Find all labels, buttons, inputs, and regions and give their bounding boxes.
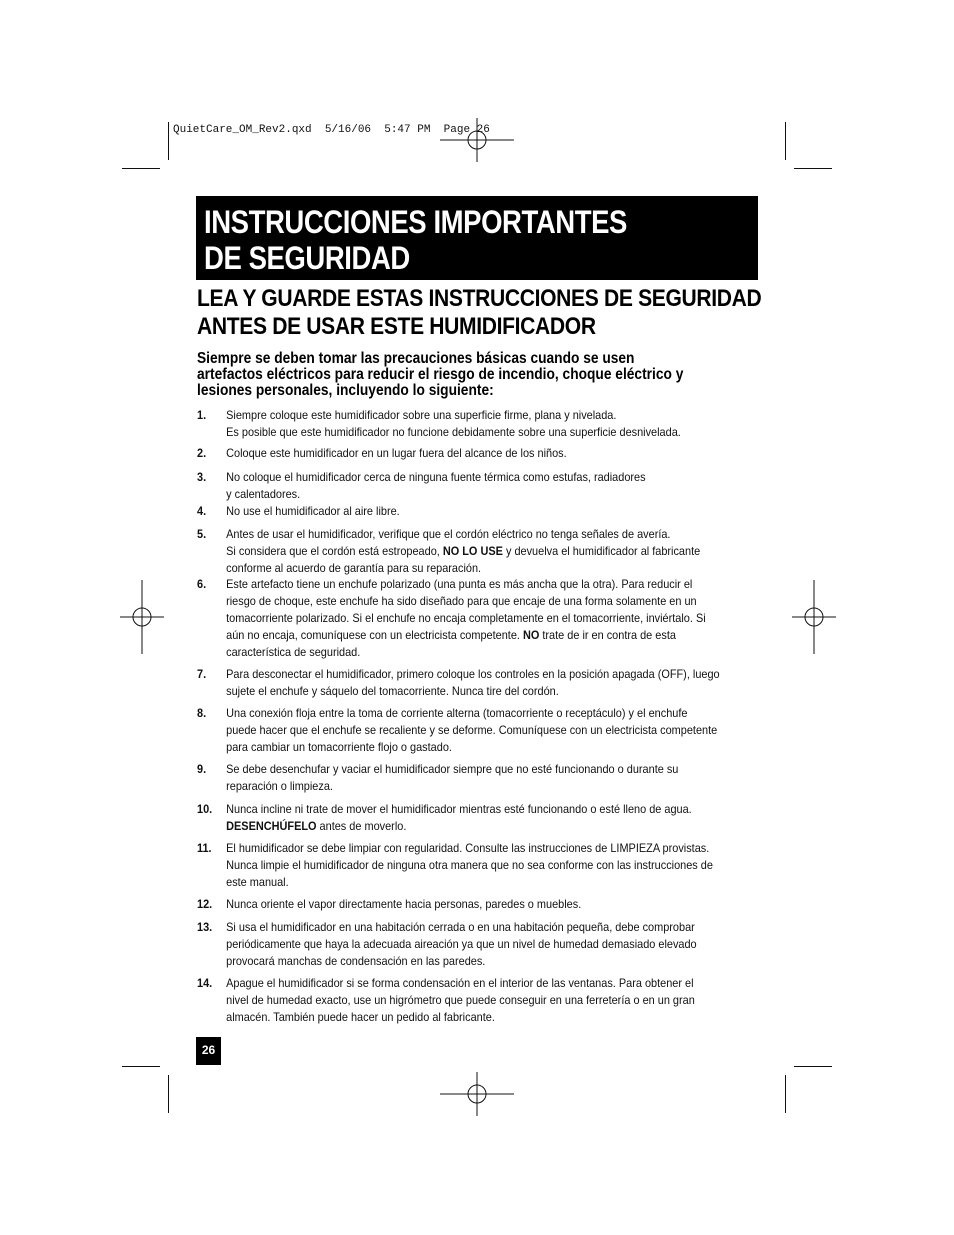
page-number-box — [196, 1037, 221, 1065]
printer-slug: QuietCare_OM_Rev2.qxd 5/16/06 5:47 PM Page 26 — [173, 124, 490, 136]
crop-mark — [794, 168, 832, 169]
subtitle-line-1: LEA Y GUARDE ESTAS INSTRUCCIONES DE SEGURIDAD — [197, 285, 762, 312]
item-number: 1. — [197, 408, 207, 422]
page-number: 26 — [201, 1043, 216, 1057]
item-text: Una conexión floja entre la toma de corriente alterna (tomacorriente o receptáculo) y el enchufe puede hacer que el enchufe se recaliente y se deforme. Comuníquese con un electricista competente para cambiar un tomacorriente flojo o gastado. — [226, 706, 718, 754]
registration-mark-icon — [440, 118, 514, 162]
crop-mark — [168, 1075, 169, 1113]
emphasis-text: NO LO USE — [442, 544, 503, 558]
intro-line: artefactos eléctricos para reducir el riesgo de incendio, choque eléctrico y — [197, 366, 684, 383]
crop-mark — [122, 168, 160, 169]
crop-mark — [168, 122, 169, 160]
item-text: Nunca oriente el vapor directamente hacia personas, paredes o muebles. — [226, 897, 582, 911]
item-number: 5. — [197, 527, 207, 541]
emphasis-text: DESENCHÚFELO — [226, 819, 317, 833]
registration-mark-icon — [120, 580, 164, 654]
intro-paragraph — [197, 351, 683, 399]
item-text: No use el humidificador al aire libre. — [226, 504, 400, 518]
item-number: 14. — [197, 976, 213, 990]
item-text: Coloque este humidificador en un lugar fuera del alcance de los niños. — [226, 446, 567, 460]
item-number: 4. — [197, 504, 207, 518]
item-number: 6. — [197, 577, 207, 591]
item-number: 9. — [197, 762, 207, 776]
item-text: Nunca incline ni trate de mover el humidificador mientras esté funcionando o esté lleno de agua. DESENCHÚFELO antes de moverlo. — [226, 802, 692, 833]
crop-mark — [122, 1066, 160, 1067]
intro-line: lesiones personales, incluyendo lo siguiente: — [197, 382, 494, 399]
item-number: 8. — [197, 706, 207, 720]
item-number: 7. — [197, 667, 207, 681]
item-text: No coloque el humidificador cerca de ninguna fuente térmica como estufas, radiadores y calentadores. — [226, 470, 646, 501]
subtitle-line-2: ANTES DE USAR ESTE HUMIDIFICADOR — [197, 313, 596, 340]
item-text: Antes de usar el humidificador, verifique que el cordón eléctrico no tenga señales de avería. Si considera que el cordón está estropeado, NO LO USE y devuelva el humidificador al fabricante conforme al acuerdo de garantía para su reparación. — [226, 527, 701, 575]
item-number: 10. — [197, 802, 213, 816]
emphasis-text: NO — [522, 628, 540, 642]
subtitle — [197, 285, 761, 341]
item-text: Para desconectar el humidificador, primero coloque los controles en la posición apagada (OFF), luego sujete el enchufe y sáquelo del tomacorriente. Nunca tire del cordón. — [226, 667, 720, 698]
registration-mark-icon — [792, 580, 836, 654]
item-number: 12. — [197, 897, 213, 911]
registration-mark-icon — [440, 1072, 514, 1116]
item-number: 3. — [197, 470, 207, 484]
crop-mark — [794, 1066, 832, 1067]
item-text: Siempre coloque este humidificador sobre una superficie firme, plana y nivelada. Es posible que este humidificador no funcione debidamente sobre una superficie desnivelada. — [226, 408, 681, 439]
crop-mark — [785, 122, 786, 160]
page-title-line-1: INSTRUCCIONES IMPORTANTES — [204, 204, 627, 240]
item-text: Apague el humidificador si se forma condensación en el interior de las ventanas. Para obtener el nivel de humedad exacto, use un higrómetro que puede conseguir en una ferretería o en un gran almacén. También puede hacer un pedido al fabricante. — [226, 976, 695, 1024]
item-text: El humidificador se debe limpiar con regularidad. Consulte las instrucciones de LIMPIEZA provistas. Nunca limpie el humidificador de ninguna otra manera que no sea conforme con las instrucciones de este manual. — [226, 841, 713, 889]
item-number: 11. — [197, 841, 212, 855]
item-number: 2. — [197, 446, 207, 460]
page-title — [204, 204, 627, 276]
crop-mark — [785, 1075, 786, 1113]
item-text: Se debe desenchufar y vaciar el humidificador siempre que no esté funcionando o durante su reparación o limpieza. — [226, 762, 679, 793]
item-number: 13. — [197, 920, 213, 934]
page-title-line-2: DE SEGURIDAD — [204, 240, 410, 276]
item-text: Este artefacto tiene un enchufe polarizado (una punta es más ancha que la otra). Para reducir el riesgo de choque, este enchufe ha sido diseñado para que encaje de una forma solamente en un tomacorriente polarizado. Si el enchufe no encaja completamente en el tomacorriente, inviértalo. Si aún no encaja, comuníquese con un electricista competente. NO trate de ir en contra de esta característica de seguridad. — [226, 577, 706, 659]
item-text: Si usa el humidificador en una habitación cerrada o en una habitación pequeña, debe comprobar periódicamente que haya la adecuada aireación ya que un nivel de humedad demasiado elevado provocará manchas de condensación en las paredes. — [226, 920, 697, 968]
intro-line: Siempre se deben tomar las precauciones básicas cuando se usen — [197, 350, 635, 367]
title-banner — [196, 196, 758, 280]
